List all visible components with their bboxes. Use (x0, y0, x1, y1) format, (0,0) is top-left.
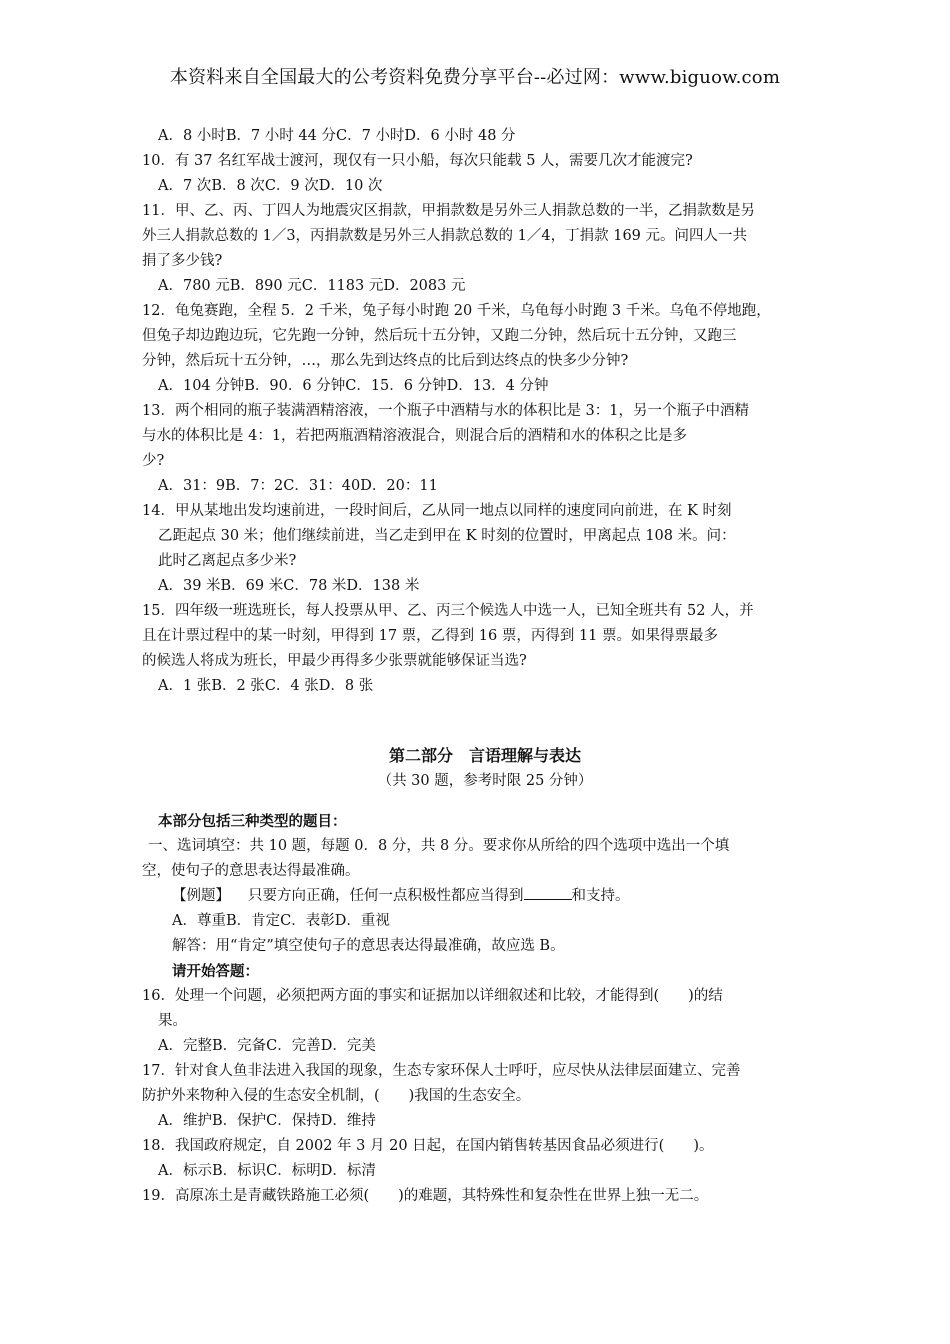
question-12-line-2: 但兔子却边跑边玩，它先跑一分钟，然后玩十五分钟，又跑二分钟，然后玩十五分钟，又跑三 (142, 328, 737, 344)
example-answer: 解答：用“肯定”填空使句子的意思表达得最准确，故应选 B。 (172, 938, 565, 954)
option-b: B．890 元 (229, 278, 302, 294)
question-18-options (142, 1159, 814, 1184)
option-c: C．4 张 (264, 678, 319, 694)
type-1-line-1: 一、选词填空：共 10 题，每题 0．8 分，共 8 分。要求你从所给的四个选项中选出一个填 (148, 838, 730, 854)
option-d: D．重视 (334, 913, 390, 929)
option-c: C．标明 (266, 1163, 321, 1179)
option-d: D．标清 (320, 1163, 376, 1179)
option-a: A．31：9 (158, 478, 226, 494)
option-c: C．1183 元 (301, 278, 384, 294)
option-a: A．8 小时 (158, 128, 226, 144)
option-a: A．1 张 (158, 678, 212, 694)
option-b: B．7 小时 44 分 (225, 128, 336, 144)
option-c: C．78 米 (283, 578, 347, 594)
question-12-line-3: 分钟，然后玩十五分钟，…，那么先到达终点的比后到达终点的快多少分钟? (142, 353, 629, 369)
option-a: A．尊重 (172, 913, 226, 929)
question-18-text: 18．我国政府规定，自 2002 年 3 月 20 日起，在国内销售转基因食品必须进行( )。 (142, 1138, 714, 1154)
option-a: A．39 米 (158, 578, 221, 594)
question-11-line-3: 捐了多少钱? (142, 253, 223, 269)
option-b: B．90．6 分钟 (244, 378, 346, 394)
document-body (142, 124, 814, 1209)
option-b: B．保护 (211, 1113, 267, 1129)
question-10-options (142, 174, 814, 199)
question-15-line-2: 且在计票过程中的某一时刻，甲得到 17 票，乙得到 16 票，丙得到 11 票。如果得票最多 (142, 628, 719, 644)
section-subtitle: （共 30 题，参考时限 25 分钟） (377, 773, 593, 789)
option-b: B．8 次 (211, 178, 265, 194)
example-label: 【例题】 (172, 888, 230, 904)
question-14-line-3: 此时乙离起点多少米? (158, 553, 297, 569)
option-d: D．6 小时 48 分 (404, 128, 516, 144)
question-17-line-2: 防护外来物种入侵的生态安全机制，( )我国的生态安全。 (142, 1088, 531, 1104)
type-1-line-2: 空，使句子的意思表达得最准确。 (142, 863, 360, 879)
option-c: C．9 次 (264, 178, 319, 194)
question-16-options (142, 1034, 814, 1059)
question-15-line-3: 的候选人将成为班长，甲最少再得多少张票就能够保证当选? (142, 653, 527, 669)
option-b: B．7：2 (225, 478, 284, 494)
question-11-line-2: 外三人捐款总数的 1／3，丙捐款数是另外三人捐款总数的 1／4，丁捐款 169 元。问四人一共 (142, 228, 748, 244)
example-text-after: 和支持。 (571, 888, 630, 904)
option-d: D．13．4 分钟 (446, 378, 549, 394)
question-16-line-2: 果。 (158, 1013, 187, 1029)
option-b: B．标识 (211, 1163, 267, 1179)
question-17-line-1: 17．针对食人鱼非法进入我国的现象，生态专家环保人士呼吁，应尽快从法律层面建立、完善 (142, 1063, 741, 1079)
option-b: B．69 米 (220, 578, 284, 594)
option-d: D．维持 (320, 1113, 376, 1129)
question-17-options (142, 1109, 814, 1134)
option-d: D．138 米 (346, 578, 420, 594)
example-options (142, 909, 814, 934)
question-15-options (142, 674, 814, 699)
option-a: A．7 次 (158, 178, 212, 194)
question-11-options (142, 274, 814, 299)
question-14-line-2: 乙距起点 30 米；他们继续前进，当乙走到甲在 K 时刻的位置时，甲离起点 108 米。问： (158, 528, 736, 544)
question-13-line-1: 13．两个相同的瓶子装满酒精溶液，一个瓶子中酒精与水的体积比是 3：1，另一个瓶子中酒精 (142, 403, 750, 419)
option-b: B．肯定 (225, 913, 281, 929)
option-a: A．104 分钟 (158, 378, 245, 394)
option-a: A．780 元 (158, 278, 230, 294)
fill-blank (524, 885, 572, 900)
option-b: B．2 张 (211, 678, 265, 694)
option-d: D．20：11 (360, 478, 438, 494)
option-d: D．10 次 (318, 178, 383, 194)
section-title: 第二部分 言语理解与表达 (388, 746, 581, 765)
option-c: C．完善 (266, 1038, 321, 1054)
question-12-line-1: 12．龟兔赛跑，全程 5．2 千米，兔子每小时跑 20 千米，乌龟每小时跑 3 千米。乌龟不停地跑， (142, 303, 771, 319)
option-a: A．维护 (158, 1113, 212, 1129)
question-19-text: 19．高原冻土是青藏铁路施工必须( )的难题，其特殊性和复杂性在世界上独一无二。 (142, 1188, 709, 1204)
example-text-before: 只要方向正确，任何一点积极性都应当得到 (248, 888, 524, 904)
question-14-options (142, 574, 814, 599)
question-12-options (142, 374, 814, 399)
question-13-line-2: 与水的体积比是 4：1，若把两瓶酒精溶液混合，则混合后的酒精和水的体积之比是多 (142, 428, 688, 444)
question-16-line-1: 16．处理一个问题，必须把两方面的事实和证据加以详细叙述和比较，才能得到( )的结 (142, 988, 723, 1004)
question-9-options (142, 124, 814, 149)
option-c: C．31：40 (283, 478, 361, 494)
option-a: A．标示 (158, 1163, 212, 1179)
example-question (142, 884, 814, 909)
option-c: C．表彰 (280, 913, 335, 929)
option-c: C．15．6 分钟 (345, 378, 447, 394)
option-d: D．8 张 (318, 678, 374, 694)
start-instruction: 请开始答题： (172, 963, 259, 980)
option-a: A．完整 (158, 1038, 212, 1054)
option-b: B．完备 (211, 1038, 267, 1054)
page-header: 本资料来自全国最大的公考资料免费分享平台--必过网：www.biguow.com (169, 67, 781, 88)
section-intro: 本部分包括三种类型的题目： (158, 813, 347, 830)
option-d: D．完美 (320, 1038, 376, 1054)
question-10-text: 10．有 37 名红军战士渡河，现仅有一只小船，每次只能载 5 人，需要几次才能渡完? (142, 153, 693, 169)
option-d: D．2083 元 (383, 278, 466, 294)
question-11-line-1: 11．甲、乙、丙、丁四人为地震灾区捐款，甲捐款数是另外三人捐款总数的一半，乙捐款数是另 (142, 203, 755, 219)
option-c: C．保持 (266, 1113, 321, 1129)
question-14-line-1: 14．甲从某地出发均速前进，一段时间后，乙从同一地点以同样的速度同向前进，在 K 时刻 (142, 503, 732, 519)
option-c: C．7 小时 (335, 128, 405, 144)
question-15-line-1: 15．四年级一班选班长，每人投票从甲、乙、丙三个候选人中选一人，已知全班共有 52 人，并 (142, 603, 754, 619)
question-13-options (142, 474, 814, 499)
question-13-line-3: 少? (142, 453, 165, 469)
